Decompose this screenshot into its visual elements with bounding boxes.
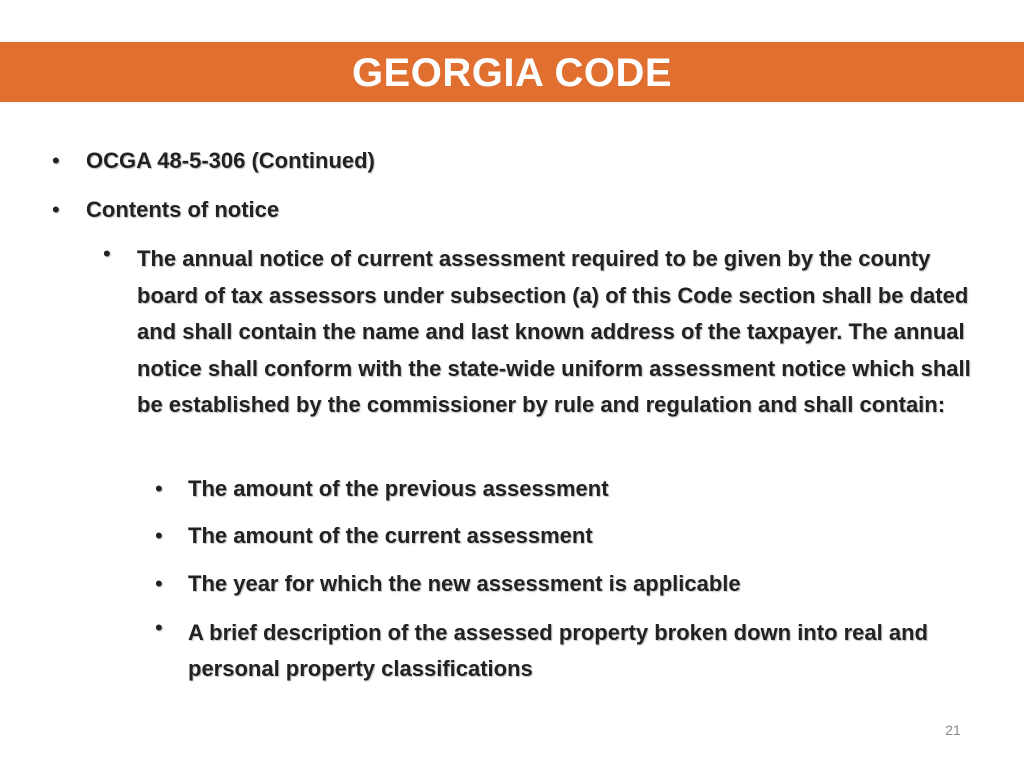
- bullet-text: Contents of notice: [86, 197, 280, 222]
- bullet-dot-icon: •: [155, 476, 163, 501]
- bullet-dot-icon: •: [52, 197, 60, 222]
- bullet-dot-icon: •: [52, 148, 60, 173]
- bullet-text: The year for which the new assessment is applicable: [188, 571, 741, 596]
- bullet-dot-icon: •: [155, 615, 163, 640]
- slide-title: GEORGIA CODE: [351, 51, 673, 95]
- bullet-text: The amount of the previous assessment: [188, 476, 609, 501]
- bullet-dot-icon: •: [155, 571, 163, 596]
- bullet-text: The amount of the current assessment: [188, 523, 593, 548]
- bullet-text: A brief description of the assessed property broken down into real and personal property classifications: [188, 620, 928, 681]
- page-number: 21: [945, 722, 961, 738]
- bullet-dot-icon: •: [155, 523, 163, 548]
- bullet-text: OCGA 48-5-306 (Continued): [86, 148, 375, 173]
- bullet-paragraph-text: The annual notice of current assessment required to be given by the county board of tax assessors under subsection (a) of this Code section shall be dated and shall contain the name and last known address of the taxpayer. The annual notice shall conform with the state-wide uniform assessment notice which shall be established by the commissioner by rule and regulation and shall contain:: [137, 246, 971, 417]
- bullet-dot-icon: •: [103, 241, 111, 266]
